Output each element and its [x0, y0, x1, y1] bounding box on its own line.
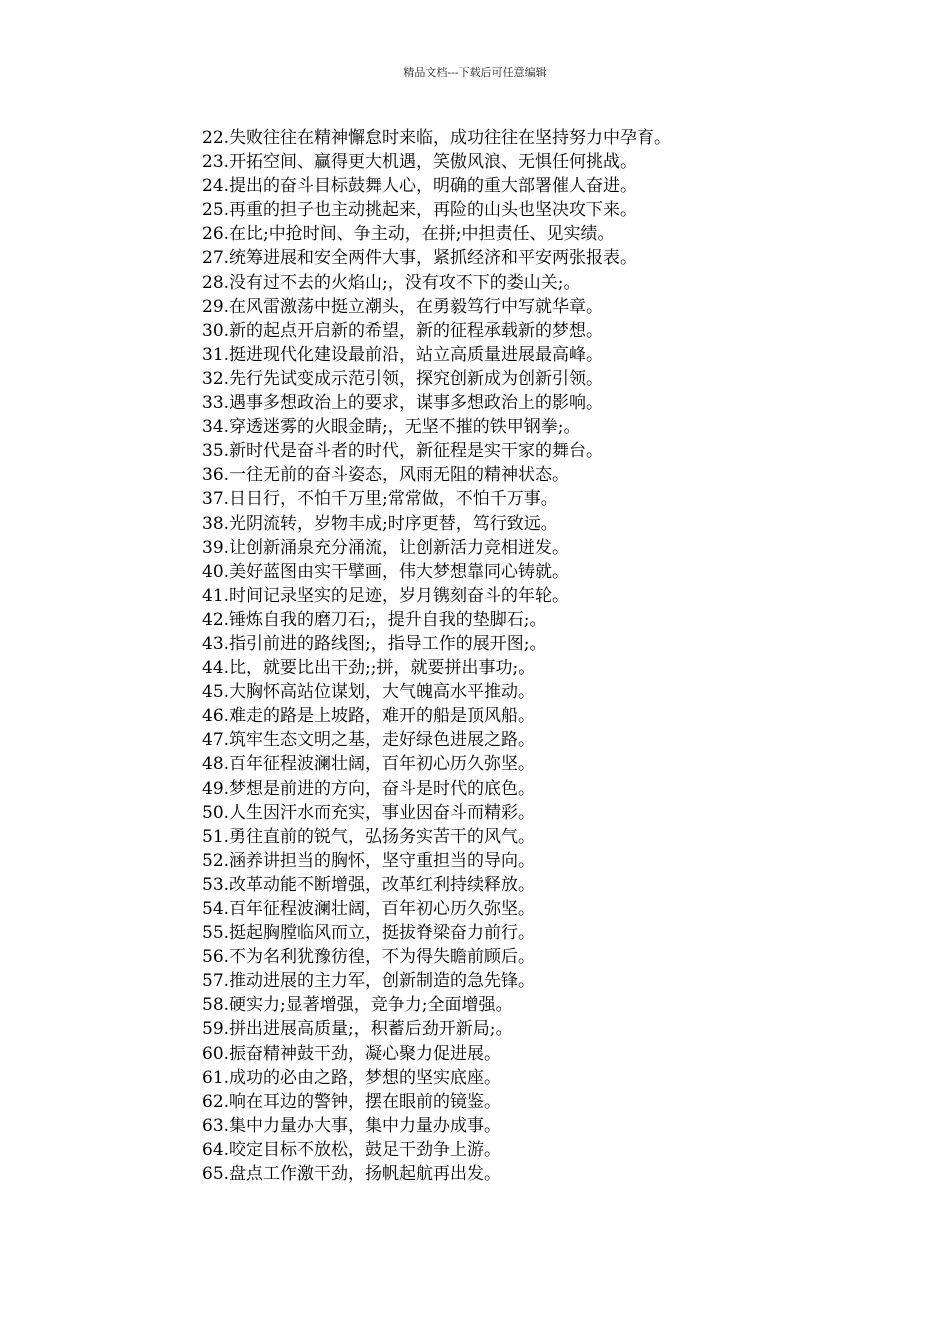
list-item: 45.大胸怀高站位谋划，大气魄高水平推动。	[202, 682, 536, 703]
list-item: 28.没有过不去的火焰山;，没有攻不下的娄山关;。	[202, 272, 581, 293]
list-item: 22.失败往往在精神懈怠时来临，成功往往在坚持努力中孕育。	[202, 128, 672, 148]
list-item: 23.开拓空间、赢得更大机遇，笑傲风浪、无惧任何挑战。	[202, 152, 638, 173]
list-item: 33.遇事多想政治上的要求，谋事多想政治上的影响。	[202, 393, 604, 414]
list-item: 26.在比;中抢时间、争主动，在拼;中担责任、见实绩。	[202, 224, 615, 245]
list-item: 41.时间记录坚实的足迹，岁月镌刻奋斗的年轮。	[202, 585, 570, 606]
list-item: 50.人生因汗水而充实，事业因奋斗而精彩。	[202, 802, 536, 823]
list-item: 43.指引前进的路线图;，指导工作的展开图;。	[202, 633, 547, 654]
list-item: 54.百年征程波澜壮阔，百年初心历久弥坚。	[202, 899, 536, 919]
page-header: 精品文档---下载后可任意编辑	[403, 66, 547, 79]
list-item: 31.挺进现代化建设最前沿，站立高质量进展最高峰。	[202, 344, 604, 365]
list-item: 42.锤炼自我的磨刀石;，提升自我的垫脚石;。	[202, 609, 547, 630]
list-item: 57.推动进展的主力军，创新制造的急先锋。	[202, 971, 536, 992]
list-item: 58.硬实力;显著增强，竞争力;全面增强。	[202, 995, 513, 1016]
list-item: 38.光阴流转，岁物丰成;时序更替，笃行致远。	[202, 513, 558, 534]
list-item: 24.提出的奋斗目标鼓舞人心，明确的重大部署催人奋进。	[202, 176, 638, 197]
list-item: 37.日日行，不怕千万里;常常做，不怕千万事。	[202, 489, 558, 510]
list-item: 59.拼出进展高质量;，积蓄后劲开新局;。	[202, 1019, 513, 1040]
list-item: 48.百年征程波澜壮阔，百年初心历久弥坚。	[202, 754, 536, 775]
list-item: 62.响在耳边的警钟，摆在眼前的镜鉴。	[202, 1091, 502, 1112]
list-item: 35.新时代是奋斗者的时代，新征程是实干家的舞台。	[202, 441, 604, 462]
list-item: 39.让创新涌泉充分涌流，让创新活力竞相迸发。	[202, 537, 570, 558]
list-item: 47.筑牢生态文明之基，走好绿色进展之路。	[202, 730, 536, 751]
list-item: 65.盘点工作激干劲，扬帆起航再出发。	[202, 1164, 502, 1185]
list-item: 53.改革动能不断增强，改革红利持续释放。	[202, 874, 536, 895]
list-item: 55.挺起胸膛临风而立，挺拔脊梁奋力前行。	[202, 923, 536, 944]
list-item: 46.难走的路是上坡路，难开的船是顶风船。	[202, 706, 536, 727]
list-item: 64.咬定目标不放松，鼓足干劲争上游。	[202, 1139, 502, 1160]
list-item: 56.不为名利犹豫彷徨，不为得失瞻前顾后。	[202, 947, 536, 968]
list-item: 44.比，就要比出干劲;;拼，就要拼出事功;。	[202, 658, 536, 679]
slogan-list	[202, 126, 671, 1186]
list-item: 30.新的起点开启新的希望，新的征程承载新的梦想。	[202, 320, 604, 341]
list-item: 29.在风雷激荡中挺立潮头，在勇毅笃行中写就华章。	[202, 296, 604, 317]
list-item: 25.再重的担子也主动挑起来，再险的山头也坚决攻下来。	[202, 200, 638, 221]
list-item: 52.涵养讲担当的胸怀，坚守重担当的导向。	[202, 850, 536, 871]
list-item: 32.先行先试变成示范引领，探究创新成为创新引领。	[202, 368, 604, 389]
list-item: 61.成功的必由之路，梦想的坚实底座。	[202, 1067, 502, 1088]
list-item: 40.美好蓝图由实干擘画，伟大梦想靠同心铸就。	[202, 561, 570, 582]
list-item: 49.梦想是前进的方向，奋斗是时代的底色。	[202, 778, 536, 799]
list-item: 34.穿透迷雾的火眼金睛;，无坚不摧的铁甲钢拳;。	[202, 417, 581, 438]
list-item: 51.勇往直前的锐气，弘扬务实苦干的风气。	[202, 826, 536, 847]
list-item: 60.振奋精神鼓干劲，凝心聚力促进展。	[202, 1043, 502, 1064]
list-item: 27.统筹进展和安全两件大事，紧抓经济和平安两张报表。	[202, 248, 638, 269]
list-item: 63.集中力量办大事，集中力量办成事。	[202, 1115, 502, 1136]
list-item: 36.一往无前的奋斗姿态，风雨无阻的精神状态。	[202, 465, 570, 486]
